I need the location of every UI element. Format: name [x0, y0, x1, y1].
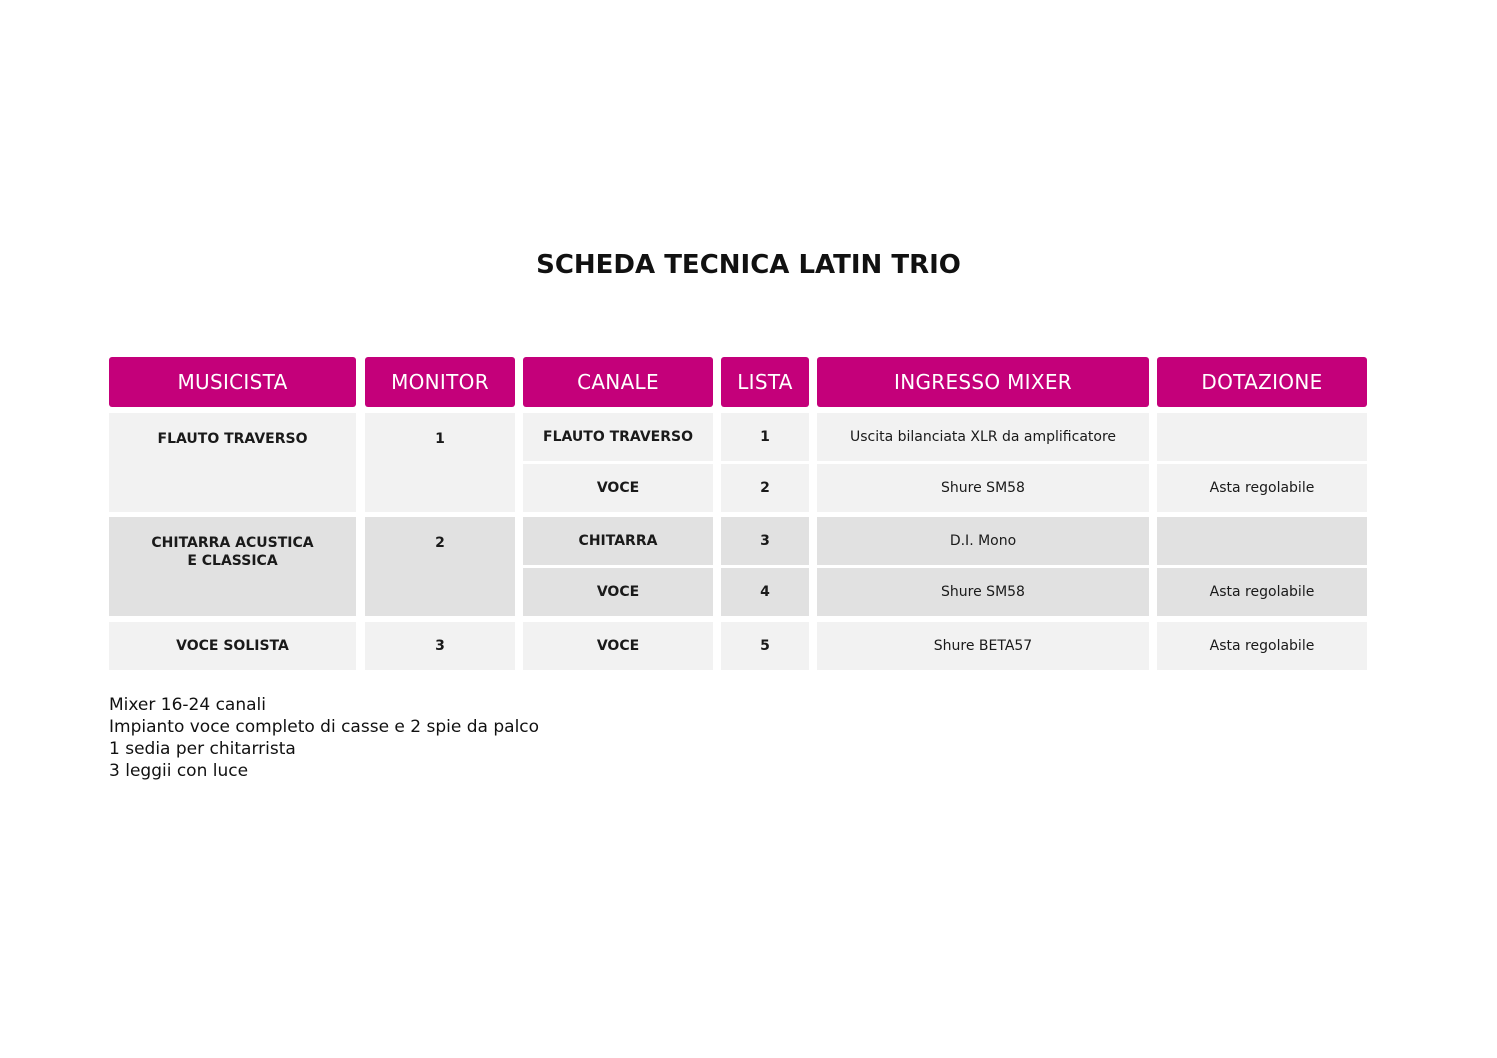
- cell-ingresso: Shure SM58: [817, 464, 1149, 512]
- cell-canale: FLAUTO TRAVERSO: [523, 413, 713, 461]
- cell-canale: VOCE: [523, 568, 713, 616]
- note-item: 1 sedia per chitarrista: [109, 739, 296, 759]
- note-item: 3 leggii con luce: [109, 761, 249, 781]
- note-item: Mixer 16-24 canali: [109, 695, 266, 715]
- cell-canale: VOCE: [523, 622, 713, 670]
- cell-canale: CHITARRA: [523, 517, 713, 565]
- cell-monitor: 3: [365, 622, 515, 670]
- cell-lista: 1: [721, 413, 809, 461]
- cell-lista: 5: [721, 622, 809, 670]
- cell-dotazione: [1157, 413, 1367, 461]
- note-item: Impianto voce completo di casse e 2 spie da palco: [109, 717, 540, 737]
- cell-musicista: FLAUTO TRAVERSO: [109, 413, 356, 512]
- header-ingresso-mixer: INGRESSO MIXER: [817, 357, 1149, 407]
- cell-lista: 2: [721, 464, 809, 512]
- cell-lista: 3: [721, 517, 809, 565]
- cell-monitor: 2: [365, 517, 515, 616]
- cell-ingresso: Uscita bilanciata XLR da amplificatore: [817, 413, 1149, 461]
- cell-monitor: 1: [365, 413, 515, 512]
- page-title: SCHEDA TECNICA LATIN TRIO: [536, 250, 961, 280]
- notes-list: [109, 694, 539, 782]
- header-dotazione: DOTAZIONE: [1157, 357, 1367, 407]
- cell-musicista: [109, 517, 356, 616]
- header-lista: LISTA: [721, 357, 809, 407]
- musicista-line: E CLASSICA: [187, 553, 278, 569]
- header-canale: CANALE: [523, 357, 713, 407]
- cell-musicista: VOCE SOLISTA: [109, 622, 356, 670]
- cell-dotazione: [1157, 517, 1367, 565]
- cell-ingresso: Shure BETA57: [817, 622, 1149, 670]
- cell-ingresso: D.I. Mono: [817, 517, 1149, 565]
- cell-dotazione: Asta regolabile: [1157, 568, 1367, 616]
- header-musicista: MUSICISTA: [109, 357, 356, 407]
- cell-dotazione: Asta regolabile: [1157, 622, 1367, 670]
- musicista-line: CHITARRA ACUSTICA: [151, 535, 314, 551]
- cell-lista: 4: [721, 568, 809, 616]
- header-monitor: MONITOR: [365, 357, 515, 407]
- cell-dotazione: Asta regolabile: [1157, 464, 1367, 512]
- cell-canale: VOCE: [523, 464, 713, 512]
- cell-ingresso: Shure SM58: [817, 568, 1149, 616]
